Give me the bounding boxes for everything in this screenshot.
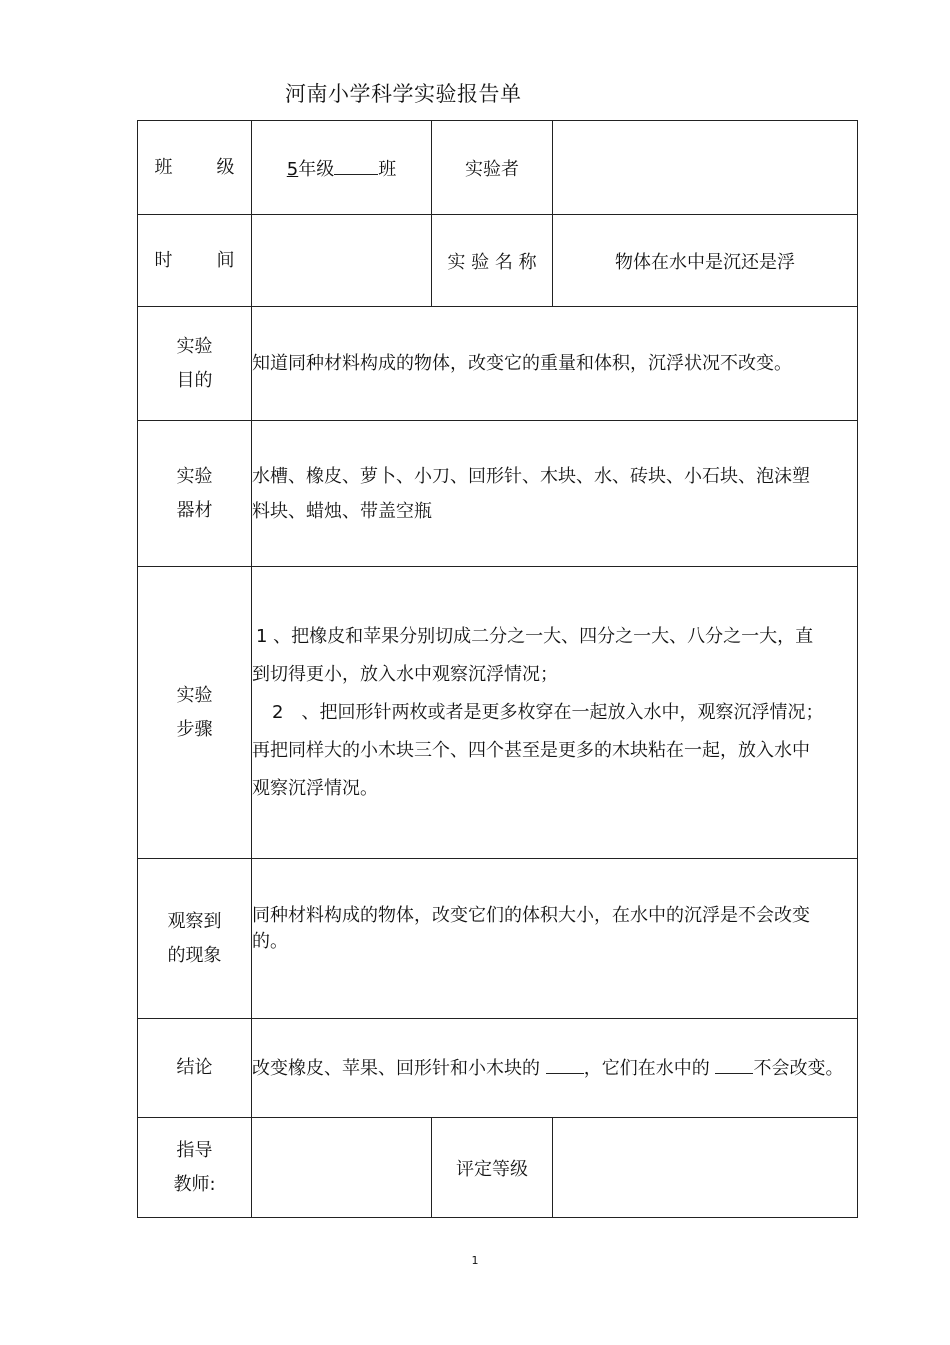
purpose-label-cell bbox=[138, 307, 252, 421]
observation-label-line1: 观察到 bbox=[167, 910, 222, 932]
materials-label-line1: 实验 bbox=[176, 465, 213, 487]
report-table bbox=[137, 120, 858, 1218]
class-label-a: 班 bbox=[154, 156, 173, 178]
steps-label-cell bbox=[138, 567, 252, 859]
steps-line5: 观察沉浮情况。 bbox=[252, 777, 378, 799]
conclusion-blank-1[interactable] bbox=[546, 1059, 584, 1074]
row-purpose bbox=[138, 307, 858, 421]
grade-rating-value[interactable] bbox=[553, 1118, 858, 1218]
conclusion-part1: 改变橡皮、苹果、回形针和小木块的 bbox=[252, 1057, 546, 1079]
materials-label-line2: 器材 bbox=[176, 499, 213, 521]
conclusion-part2: ，它们在水中的 bbox=[583, 1057, 716, 1079]
time-label-a: 时 bbox=[154, 249, 173, 271]
steps-line3: 2 、把回形针两枚或者是更多枚穿在一起放入水中，观察沉浮情况； bbox=[272, 701, 824, 723]
experimenter-value[interactable] bbox=[553, 121, 858, 215]
steps-text-cell bbox=[252, 567, 858, 859]
observation-label-line2: 的现象 bbox=[167, 944, 222, 966]
class-blank[interactable] bbox=[334, 156, 378, 175]
teacher-label-line1: 指导 bbox=[176, 1139, 213, 1161]
class-label-cell bbox=[138, 121, 252, 215]
experiment-name-value: 物体在水中是沉还是浮 bbox=[553, 215, 858, 307]
purpose-label-line1: 实验 bbox=[176, 335, 213, 357]
class-suffix: 班 bbox=[378, 158, 397, 180]
conclusion-part3: 不会改变。 bbox=[753, 1057, 844, 1079]
row-conclusion bbox=[138, 1019, 858, 1118]
conclusion-text-cell bbox=[252, 1019, 858, 1118]
purpose-label-line2: 目的 bbox=[176, 369, 213, 391]
row-class bbox=[138, 121, 858, 215]
class-value-cell[interactable] bbox=[252, 121, 432, 215]
steps-line1: 1 、把橡皮和苹果分别切成二分之一大、四分之一大、八分之一大，直 bbox=[256, 625, 814, 647]
row-teacher bbox=[138, 1118, 858, 1218]
experimenter-label: 实验者 bbox=[432, 121, 553, 215]
page-title: 河南小学科学实验报告单 bbox=[285, 82, 522, 106]
observation-line2: 的。 bbox=[252, 930, 288, 952]
observation-text-cell bbox=[252, 859, 858, 1019]
teacher-label-cell bbox=[138, 1118, 252, 1218]
materials-label-cell bbox=[138, 421, 252, 567]
row-steps bbox=[138, 567, 858, 859]
time-value[interactable] bbox=[252, 215, 432, 307]
observation-label-cell bbox=[138, 859, 252, 1019]
teacher-value[interactable] bbox=[252, 1118, 432, 1218]
row-observation bbox=[138, 859, 858, 1019]
class-label-b: 级 bbox=[216, 156, 235, 178]
materials-line1: 水槽、橡皮、萝卜、小刀、回形针、木块、水、砖块、小石块、泡沫塑 bbox=[252, 465, 810, 487]
steps-label-line2: 步骤 bbox=[176, 718, 213, 740]
grade-number: 5 bbox=[286, 158, 299, 180]
purpose-text: 知道同种材料构成的物体，改变它的重量和体积，沉浮状况不改变。 bbox=[252, 307, 858, 421]
grade-rating-label: 评定等级 bbox=[432, 1118, 553, 1218]
observation-line1: 同种材料构成的物体，改变它们的体积大小，在水中的沉浮是不会改变 bbox=[252, 904, 810, 926]
teacher-label-line2: 教师: bbox=[173, 1173, 216, 1195]
materials-text-cell bbox=[252, 421, 858, 567]
conclusion-label: 结论 bbox=[138, 1019, 252, 1118]
row-materials bbox=[138, 421, 858, 567]
materials-line2: 料块、蜡烛、带盖空瓶 bbox=[252, 500, 432, 522]
grade-text: 年级 bbox=[298, 158, 335, 180]
steps-line2: 到切得更小，放入水中观察沉浮情况； bbox=[252, 663, 558, 685]
steps-label-line1: 实验 bbox=[176, 684, 213, 706]
experiment-name-label: 实 验 名 称 bbox=[432, 215, 553, 307]
row-time bbox=[138, 215, 858, 307]
time-label-b: 间 bbox=[216, 249, 235, 271]
steps-line4: 再把同样大的小木块三个、四个甚至是更多的木块粘在一起，放入水中 bbox=[252, 739, 810, 761]
conclusion-blank-2[interactable] bbox=[715, 1059, 753, 1074]
time-label-cell bbox=[138, 215, 252, 307]
page-number: 1 bbox=[471, 1254, 479, 1267]
